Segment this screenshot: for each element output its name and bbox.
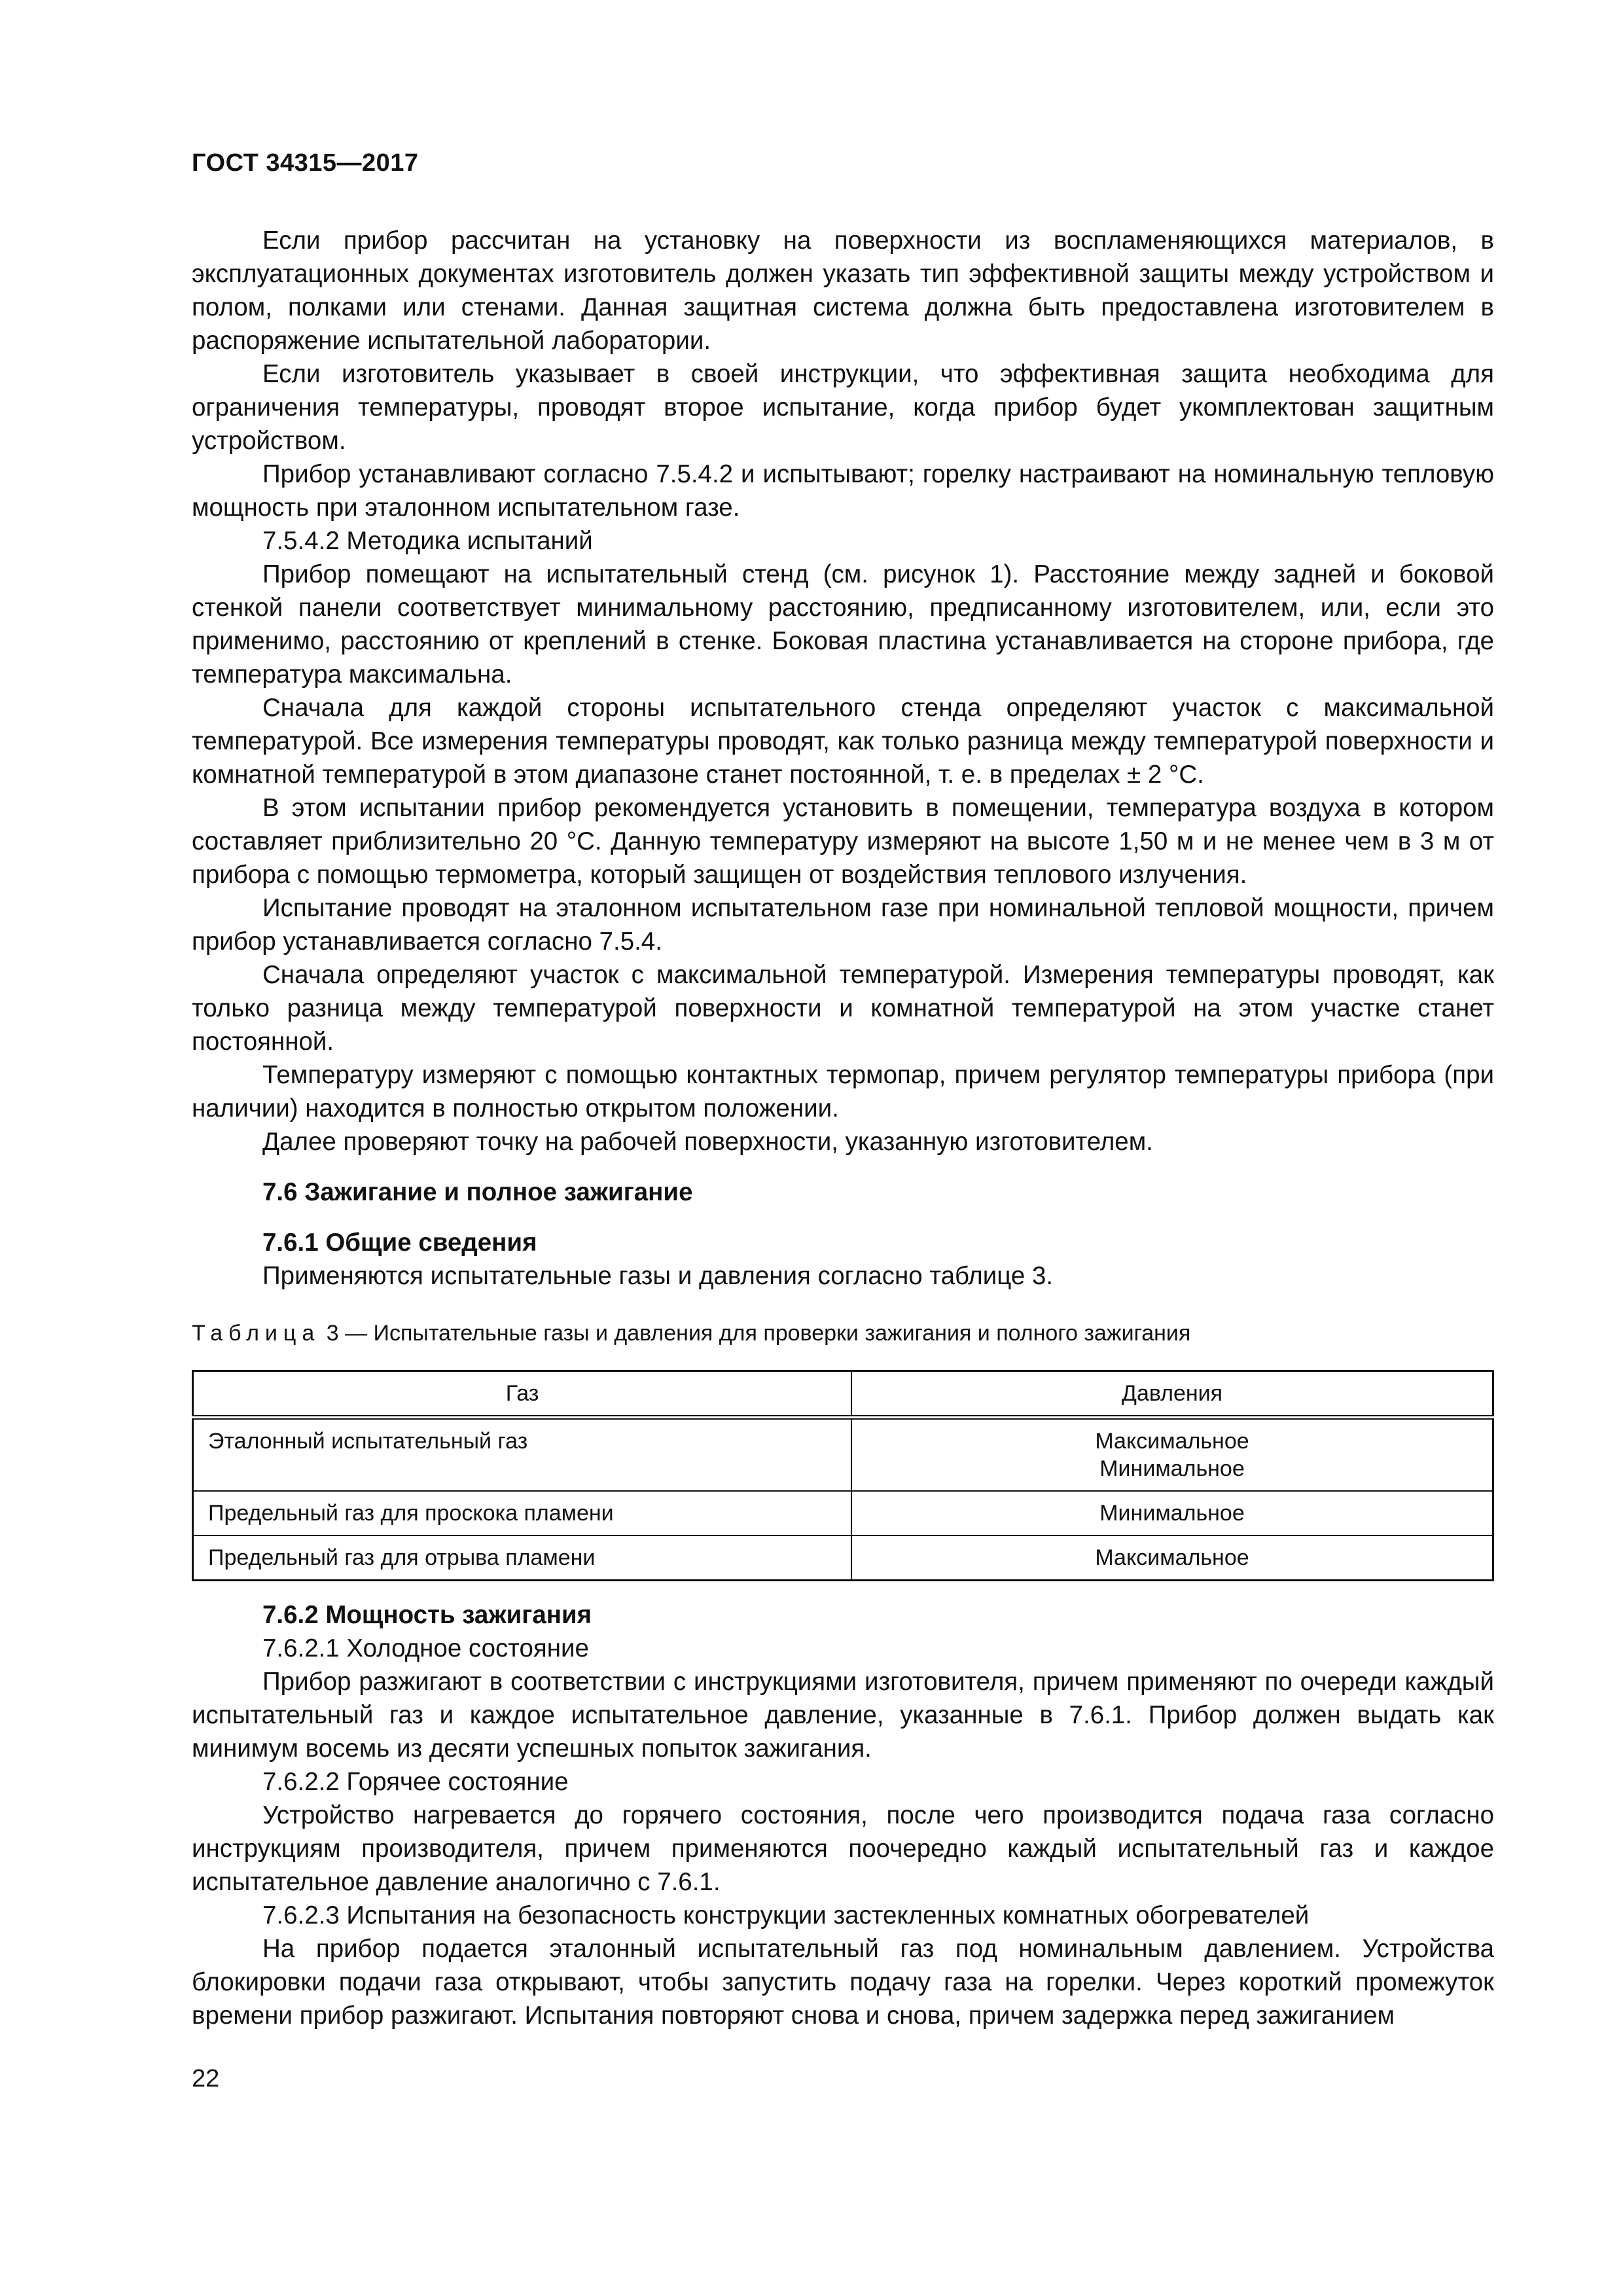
paragraph: Устройство нагревается до горячего состояния, после чего производится подача газа согласно инструкциям производителя, причем применяются поочередно каждый испытательный газ и каждое испытательное давление аналогично с 7.6.1. — [192, 1801, 1494, 1896]
paragraph: Сначала определяют участок с максимальной температурой. Измерения температуры проводят, как только разница между температурой поверхности и комнатной температурой на этом участке станет постоянной. — [192, 961, 1494, 1056]
document-header: ГОСТ 34315—2017 — [192, 149, 419, 177]
column-header-pressure: Давления — [851, 1371, 1493, 1418]
paragraph: В этом испытании прибор рекомендуется установить в помещении, температура воздуха в котором составляет приблизительно 20 °С. Данную температуру измеряют на высоте 1,50 м и не менее чем в 3 м от прибора с помощью термометра, который защищен от воздействия теплового излучения. — [192, 794, 1494, 889]
paragraph: Прибор разжигают в соответствии с инструкциями изготовителя, причем применяют по очереди каждый испытательный газ и каждое испытательное давление, указанные в 7.6.1. Прибор должен выдать как минимум восемь из десяти успешных попыток зажигания. — [192, 1668, 1494, 1763]
table-row — [193, 1418, 1493, 1492]
table-row — [193, 1491, 1493, 1535]
section-heading: 7.6 Зажигание и полное зажигание — [262, 1178, 693, 1206]
pressure-value: Максимальное — [1095, 1429, 1249, 1454]
subsection-heading: 7.6.1 Общие сведения — [262, 1229, 537, 1257]
clause-heading: 7.6.2.1 Холодное состояние — [262, 1634, 589, 1662]
table-header-row — [193, 1371, 1493, 1418]
pressure-value: Минимальное — [1099, 1456, 1245, 1481]
pressure-cell — [851, 1418, 1493, 1492]
paragraph: Испытание проводят на эталонном испытательном газе при номинальной тепловой мощности, причем прибор устанавливается согласно 7.5.4. — [192, 894, 1494, 956]
paragraph: Сначала для каждой стороны испытательного стенда определяют участок с максимальной температурой. Все измерения температуры проводят, как только разница между температурой поверхности и комнатной температурой в этом диапазоне станет постоянной, т. е. в пределах ± 2 °С. — [192, 694, 1494, 789]
column-header-gas: Газ — [193, 1371, 852, 1418]
paragraph: Температуру измеряют с помощью контактных термопар, причем регулятор температуры прибора (при наличии) находится в полностью открытом положении. — [192, 1061, 1494, 1122]
document-body — [192, 224, 1494, 2032]
gas-cell: Предельный газ для проскока пламени — [193, 1491, 852, 1535]
paragraph: Если изготовитель указывает в своей инструкции, что эффективная защита необходима для ограничения температуры, проводят второе испытание, когда прибор будет укомплектован защитным устройством. — [192, 360, 1494, 455]
paragraph: Прибор помещают на испытательный стенд (см. рисунок 1). Расстояние между задней и боковой стенкой панели соответствует минимальному расстоянию, предписанному изготовителем, или, если это применимо, расстоянию от креплений в стенке. Боковая пластина устанавливается на стороне прибора, где температура максимальна. — [192, 560, 1494, 689]
gas-pressure-table — [192, 1370, 1494, 1581]
table-caption-text: 3 — Испытательные газы и давления для проверки зажигания и полного зажигания — [320, 1321, 1191, 1346]
page-number: 22 — [192, 2065, 220, 2092]
paragraph: Если прибор рассчитан на установку на поверхности из воспламеняющихся материалов, в эксплуатационных документах изготовитель должен указать тип эффективной защиты между устройством и полом, полками или стенами. Данная защитная система должна быть предоставлена изготовителем в распоряжение испытательной лаборатории. — [192, 226, 1494, 355]
clause-heading: 7.6.2.3 Испытания на безопасность конструкции застекленных комнатных обогревателей — [262, 1901, 1310, 1929]
table-row — [193, 1535, 1493, 1581]
subsection-heading: 7.6.2 Мощность зажигания — [262, 1601, 592, 1629]
paragraph: Далее проверяют точку на рабочей поверхности, указанную изготовителем. — [262, 1128, 1153, 1156]
pressure-cell: Минимальное — [851, 1491, 1493, 1535]
paragraph: На прибор подается эталонный испытательный газ под номинальным давлением. Устройства блокировки подачи газа открывают, чтобы запустить подачу газа на горелки. Через короткий промежуток времени прибор разжигают. Испытания повторяют снова и снова, причем задержка перед зажиганием — [192, 1935, 1494, 2030]
pressure-cell: Максимальное — [851, 1535, 1493, 1581]
gas-cell: Эталонный испытательный газ — [193, 1418, 852, 1492]
table-caption — [192, 1319, 1494, 1348]
clause-heading: 7.5.4.2 Методика испытаний — [262, 527, 593, 555]
paragraph: Прибор устанавливают согласно 7.5.4.2 и испытывают; горелку настраивают на номинальную тепловую мощность при эталонном испытательном газе. — [192, 460, 1494, 522]
paragraph: Применяются испытательные газы и давления согласно таблице 3. — [262, 1262, 1054, 1290]
gas-cell: Предельный газ для отрыва пламени — [193, 1535, 852, 1581]
table-caption-label: Таблица — [192, 1321, 321, 1346]
clause-heading: 7.6.2.2 Горячее состояние — [262, 1768, 569, 1796]
